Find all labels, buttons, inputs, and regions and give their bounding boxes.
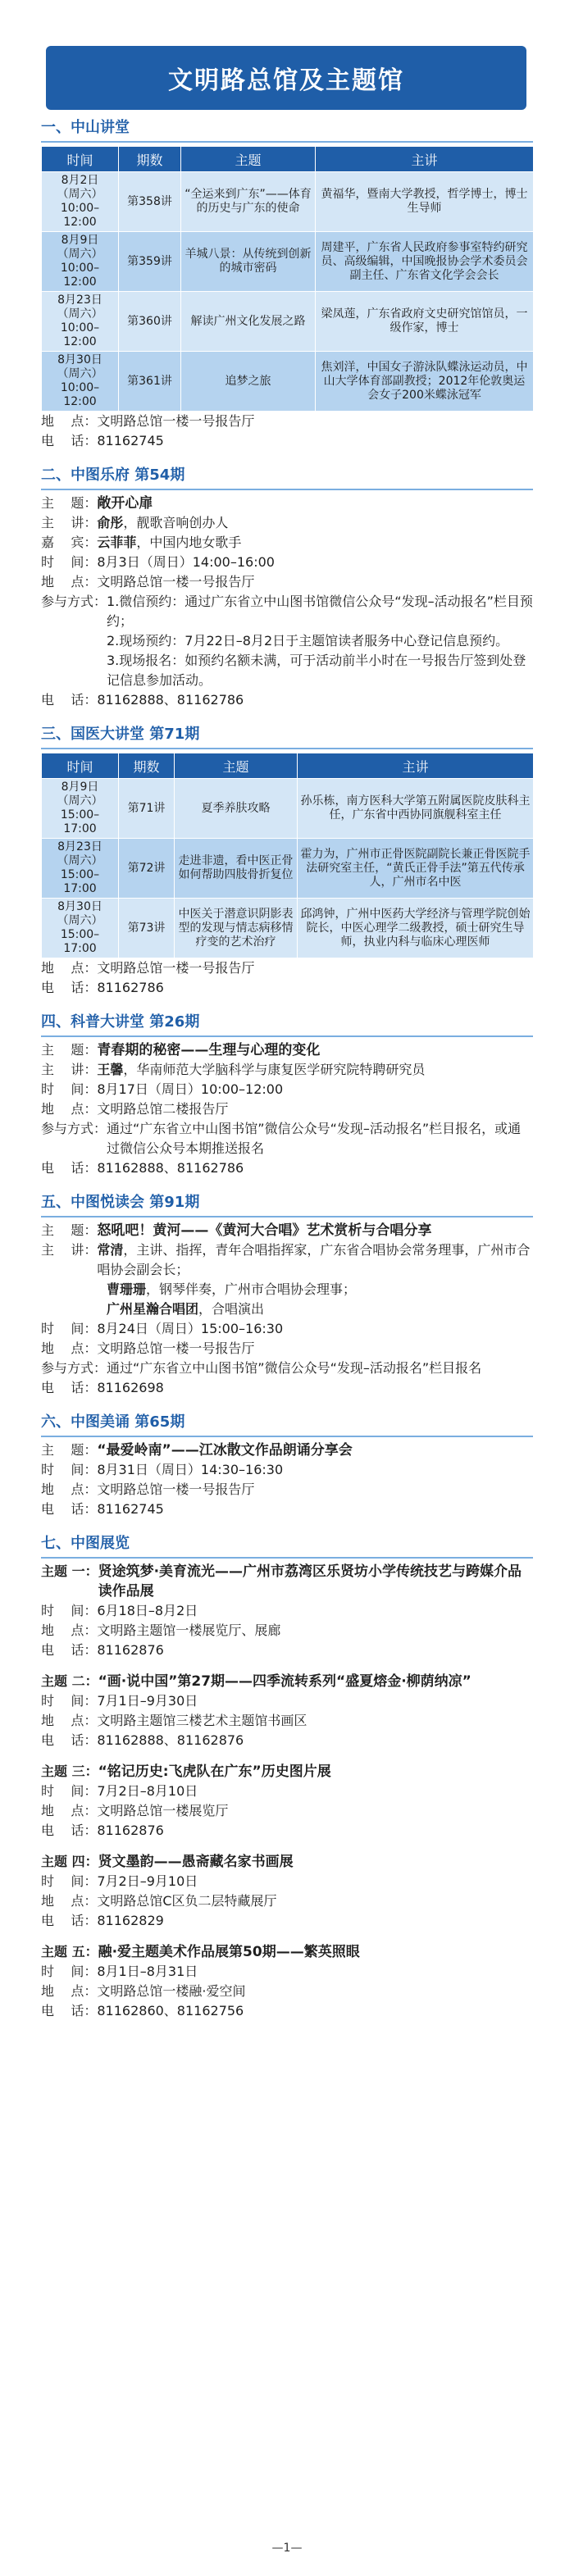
cell-time: 8月2日 （周六） 10:00–12:00	[42, 172, 119, 232]
section-heading: 四、科普大讲堂 第26期	[41, 1013, 200, 1031]
address-line: 地 点： 文明路总馆一楼一号报告厅	[41, 574, 255, 589]
content	[41, 115, 533, 2021]
speaker-line: 曹珊珊，钢琴伴奏，广州市合唱协会理事；	[107, 1281, 357, 1297]
phone-line: 电 话： 81162786	[41, 980, 164, 995]
time-line: 时 间： 8月31日（周日）14:30–16:30	[41, 1462, 284, 1477]
section-heading: 五、中图悦读会 第91期	[41, 1194, 200, 1211]
table-row	[42, 352, 534, 412]
table-row	[42, 172, 534, 232]
col-header: 主讲	[298, 753, 534, 779]
time-line: 时 间： 8月17日（周日）10:00–12:00	[41, 1081, 284, 1097]
topic-line: 主 题： 敞开心扉	[41, 495, 153, 512]
section-heading: 二、中图乐府 第54期	[41, 467, 185, 484]
table-row	[42, 839, 534, 899]
guest-line: 嘉 宾： 云菲菲，中国内地女歌手	[41, 535, 242, 550]
section-divider	[41, 141, 533, 143]
table-row	[42, 292, 534, 352]
address-line: 地 点： 文明路总馆一楼一号报告厅	[41, 960, 255, 976]
cell-speaker: 黄福华，暨南大学教授，哲学博士，博士生导师	[316, 172, 534, 232]
exhibition-item: 主题 五： 融·爱主题美术作品展第50期——繁英照眼 时 间： 8月1日–8月31日 地 点： 文明路总馆一楼融·爱空间 电 话： 81162860、81162756	[41, 1944, 360, 2018]
join-line: 参与方式： 通过“广东省立中山图书馆”微信公众号“发现–活动报名”栏目报名，或通过微信公众号本期推送报名	[41, 1121, 522, 1156]
cell-topic: “全运来到广东”——体育的历史与广东的使命	[181, 172, 316, 232]
phone-line: 电 话： 81162888、81162786	[41, 692, 244, 708]
exhibition-item: 主题 三： “铭记历史:飞虎队在广东”历史图片展 时 间： 7月2日–8月10日 地 点： 文明路总馆一楼展览厅 电 话： 81162876	[41, 1764, 331, 1838]
phone-line: 电 话： 81162888、81162786	[41, 1160, 244, 1176]
speaker-line: 主 讲： 常清，主讲、指挥，青年合唱指挥家，广东省合唱协会常务理事，广州市合唱协会副会长；	[41, 1242, 531, 1277]
join-line: 2.现场预约：7月22日–8月2日于主题馆读者服务中心登记信息预约。	[107, 633, 509, 649]
cell-no: 第361讲	[119, 352, 181, 412]
join-line: 参与方式： 通过“广东省立中山图书馆”微信公众号“发现–活动报名”栏目报名	[41, 1360, 482, 1376]
join-line: 3.现场报名：如预约名额未满，可于活动前半小时在一号报告厅签到处登记信息参加活动。	[107, 653, 526, 688]
address-line: 地 点： 文明路总馆一楼一号报告厅	[41, 1340, 255, 1356]
address-line: 地 点： 文明路总馆一楼一号报告厅	[41, 413, 255, 429]
section-divider	[41, 1035, 533, 1037]
cell-speaker: 周建平，广东省人民政府参事室特约研究员、高级编辑，中国晚报协会学术委员会副主任、广东省文化学会会长	[316, 232, 534, 292]
col-header: 时间	[42, 147, 119, 172]
topic-line: 主 题： “最爱岭南”——江冰散文作品朗诵分享会	[41, 1442, 353, 1459]
cell-time: 8月9日 （周六） 15:00–17:00	[42, 779, 119, 839]
col-header: 期数	[119, 147, 181, 172]
table-row	[42, 232, 534, 292]
phone-line: 电 话： 81162698	[41, 1380, 164, 1395]
col-header: 主讲	[316, 147, 534, 172]
time-line: 时 间： 8月3日（周日）14:00–16:00	[41, 554, 275, 570]
section-heading: 六、中图美诵 第65期	[41, 1413, 185, 1431]
cell-time: 8月30日 （周六） 10:00–12:00	[42, 352, 119, 412]
cell-topic: 解读广州文化发展之路	[181, 292, 316, 352]
speaker-line: 主 讲： 王馨，华南师范大学脑科学与康复医学研究院特聘研究员	[41, 1062, 426, 1077]
topic-line: 主 题： 青春期的秘密——生理与心理的变化	[41, 1042, 321, 1058]
cell-speaker: 孙乐栋，南方医科大学第五附属医院皮肤科主任，广东省中西协同旗舰科室主任	[298, 779, 534, 839]
table-row	[42, 899, 534, 958]
cell-topic: 走进非遗，看中医正骨如何帮助四肢骨折复位	[175, 839, 298, 899]
cell-time: 8月23日 （周六） 15:00–17:00	[42, 839, 119, 899]
topic-line: 主 题： 怒吼吧！黄河——《黄河大合唱》艺术赏析与合唱分享	[41, 1222, 432, 1239]
cell-topic: 羊城八景：从传统到创新的城市密码	[181, 232, 316, 292]
page-number: —1—	[271, 2542, 303, 2555]
exhibition-item: 主题 四： 贤文墨韵——愚斋藏名家书画展 时 间： 7月2日–9月10日 地 点： 文明路总馆C区负二层特藏展厅 电 话： 81162829	[41, 1854, 294, 1928]
cell-speaker: 焦刘洋，中国女子游泳队蝶泳运动员，中山大学体育部副教授；2012年伦敦奥运会女子200米蝶泳冠军	[316, 352, 534, 412]
table-header-row	[42, 753, 534, 779]
col-header: 主题	[181, 147, 316, 172]
page-title: 文明路总馆及主题馆	[168, 66, 404, 95]
section-divider	[41, 489, 533, 490]
address-line: 地 点： 文明路总馆二楼报告厅	[41, 1101, 229, 1117]
exhibition-item: 主题 二： “画·说中国”第27期——四季流转系列“盛夏熔金·柳荫纳凉” 时 间： 7月1日–9月30日 地 点： 文明路主题馆三楼艺术主题馆书画区 电 话： 81162888、81162876	[41, 1673, 472, 1748]
address-line: 地 点： 文明路总馆一楼一号报告厅	[41, 1481, 255, 1497]
cell-no: 第71讲	[119, 779, 175, 839]
phone-line: 电 话： 81162745	[41, 433, 164, 448]
section-divider	[41, 748, 533, 749]
time-line: 时 间： 8月24日（周日）15:00–16:30	[41, 1321, 284, 1336]
section-divider	[41, 1216, 533, 1217]
table-header-row	[42, 147, 534, 172]
cell-topic: 中医关于潜意识阴影表型的发现与情志病移情疗变的艺术治疗	[175, 899, 298, 958]
cell-no: 第360讲	[119, 292, 181, 352]
cell-no: 第358讲	[119, 172, 181, 232]
cell-speaker: 邱鸿钟，广州中医药大学经济与管理学院创始院长，中医心理学二级教授，硕士研究生导师，执业内科与临床心理医师	[298, 899, 534, 958]
phone-line: 电 话： 81162745	[41, 1501, 164, 1517]
cell-speaker: 霍力为，广州市正骨医院副院长兼正骨医院手法研究室主任，“黄氏正骨手法”第五代传承人，广州市名中医	[298, 839, 534, 899]
col-header: 期数	[119, 753, 175, 779]
schedule-table	[41, 753, 534, 958]
speaker-line: 主 讲： 俞彤，靓歌音响创办人	[41, 515, 229, 530]
section-heading: 七、中图展览	[41, 1535, 130, 1552]
section-heading: 三、国医大讲堂 第71期	[41, 726, 200, 743]
table-row	[42, 779, 534, 839]
col-header: 时间	[42, 753, 119, 779]
cell-topic: 夏季养肤攻略	[175, 779, 298, 839]
section-divider	[41, 1436, 533, 1437]
join-line: 参与方式： 1.微信预约：通过广东省立中山图书馆微信公众号“发现–活动报名”栏目预约；	[41, 594, 533, 629]
cell-no: 第73讲	[119, 899, 175, 958]
cell-time: 8月30日 （周六） 15:00–17:00	[42, 899, 119, 958]
cell-topic: 追梦之旅	[181, 352, 316, 412]
title-banner	[46, 46, 526, 110]
schedule-table	[41, 146, 534, 412]
cell-time: 8月9日 （周六） 10:00–12:00	[42, 232, 119, 292]
section-heading: 一、中山讲堂	[41, 119, 130, 136]
cell-time: 8月23日 （周六） 10:00–12:00	[42, 292, 119, 352]
cell-speaker: 梁凤莲，广东省政府文史研究馆馆员，一级作家，博士	[316, 292, 534, 352]
cell-no: 第72讲	[119, 839, 175, 899]
section-divider	[41, 1557, 533, 1559]
col-header: 主题	[175, 753, 298, 779]
speaker-line: 广州星瀚合唱团，合唱演出	[107, 1301, 265, 1317]
exhibition-item: 主题 一： 贤途筑梦·美育流光——广州市荔湾区乐贤坊小学传统技艺与跨媒介品读作品展 时 间： 6月18日–8月2日 地 点： 文明路主题馆一楼展览厅、展廊 电 话： 81162876	[41, 1563, 522, 1658]
cell-no: 第359讲	[119, 232, 181, 292]
